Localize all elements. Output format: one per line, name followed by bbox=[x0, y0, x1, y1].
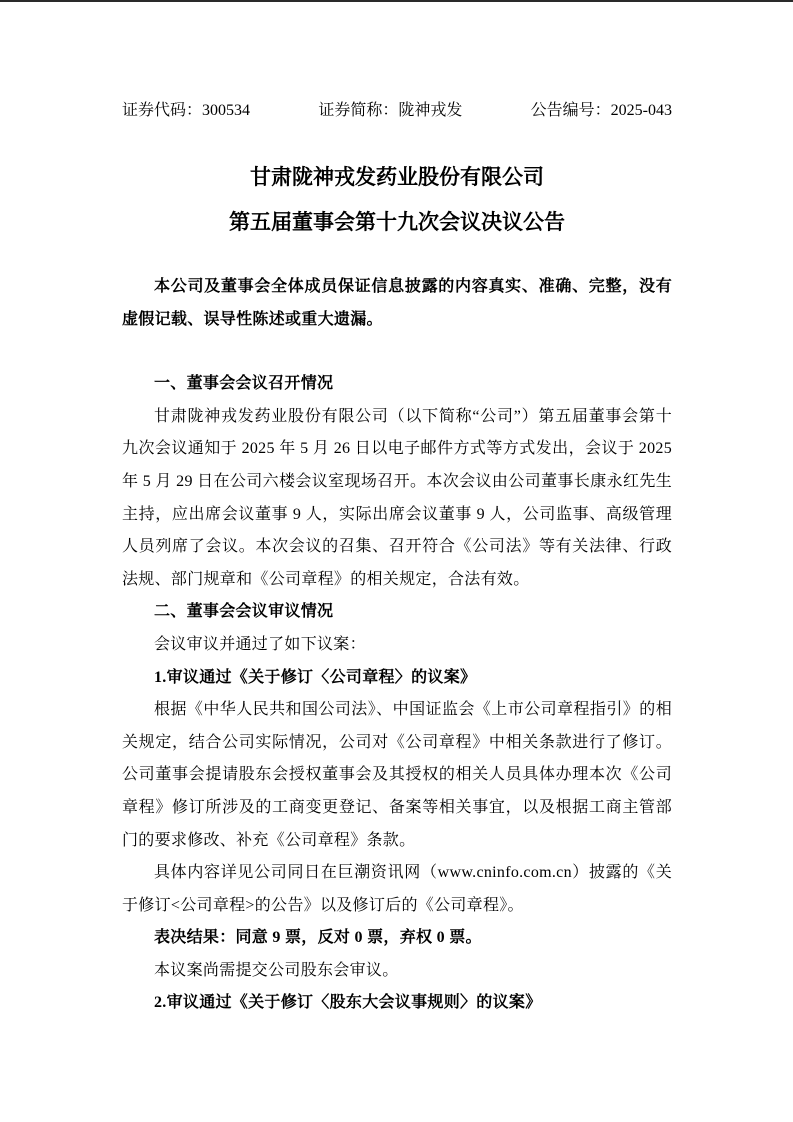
meeting-resolution-title: 第五届董事会第十九次会议决议公告 bbox=[229, 210, 565, 234]
proposal-1-heading: 1.审议通过《关于修订〈公司章程〉的议案》 bbox=[154, 668, 477, 686]
stock-abbreviation: 证券简称：陇神戎发 bbox=[318, 102, 463, 119]
proposal-2-heading: 2.审议通过《关于修订〈股东大会议事规则〉的议案》 bbox=[154, 994, 542, 1012]
document-title bbox=[122, 155, 672, 245]
section-1-paragraph: 甘肃陇神戎发药业股份有限公司（以下简称“公司”）第五届董事会第十九次会议通知于 2025 年 5 月 26 日以电子邮件方式等方式发出，会议于 2025 年 5 月 29 日在公司六楼会议室现场召开。本次会议由公司董事长康永红先生主持，应出席会议董事 9 人，实际出席会议董事 9 人，公司监事、高级管理人员列席了会议。本次会议的召集、召开符合《公司法》等有关法律、行政法规、部门规章和《公司章程》的相关规定，合法有效。 bbox=[122, 407, 672, 588]
section-2-heading: 二、董事会会议审议情况 bbox=[154, 603, 334, 621]
section-2-intro: 会议审议并通过了如下议案： bbox=[154, 635, 366, 653]
disclaimer-statement: 本公司及董事会全体成员保证信息披露的内容真实、准确、完整，没有虚假记载、误导性陈述或重大遗漏。 bbox=[122, 278, 672, 328]
stock-code: 证券代码：300534 bbox=[122, 102, 251, 119]
company-name-title: 甘肃陇神戎发药业股份有限公司 bbox=[250, 165, 544, 189]
document-header bbox=[122, 100, 672, 122]
proposal-1-disclosure: 具体内容详见公司同日在巨潮资讯网（www.cninfo.com.cn）披露的《关于修订<公司章程>的公告》以及修订后的《公司章程》。 bbox=[122, 864, 672, 914]
page-top-edge-line bbox=[0, 0, 793, 2]
proposal-1-note: 本议案尚需提交公司股东会审议。 bbox=[154, 961, 399, 979]
proposal-1-vote-result: 表决结果：同意 9 票，反对 0 票，弃权 0 票。 bbox=[154, 929, 482, 947]
section-1-heading: 一、董事会会议召开情况 bbox=[154, 375, 334, 393]
announcement-number: 公告编号：2025-043 bbox=[530, 102, 672, 119]
proposal-1-detail: 根据《中华人民共和国公司法》、中国证监会《上市公司章程指引》的相关规定，结合公司实际情况，公司对《公司章程》中相关条款进行了修订。公司董事会提请股东会授权董事会及其授权的相关人员具体办理本次《公司章程》修订所涉及的工商变更登记、备案等相关事宜，以及根据工商主管部门的要求修改、补充《公司章程》条款。 bbox=[122, 701, 672, 849]
